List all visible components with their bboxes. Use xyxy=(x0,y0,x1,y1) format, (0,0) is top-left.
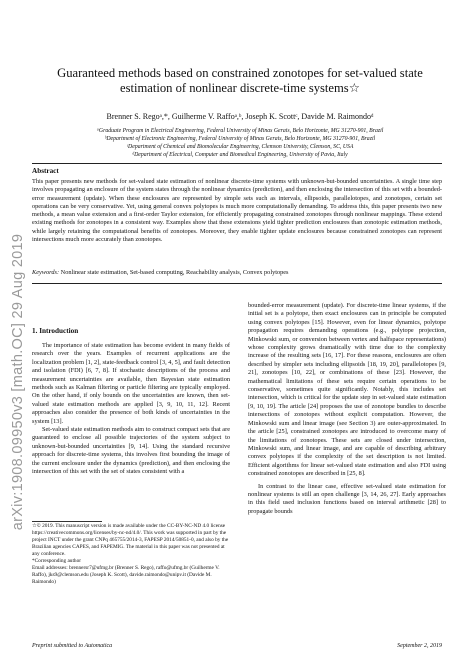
footnote: Email addresses: brennersr7@ufmg.br (Brenner S. Rego), raffo@ufmg.br (Guilherme V. Raffo), jks9@clemson.edu (Joseph K. Scott), davide.raimondo@unipv.it (Davide M. Raimondo) xyxy=(32,565,220,585)
affiliation: ᵇDepartment of Electronic Engineering, Federal University of Minas Gerais, Belo Horizonte, MG 31270-901, Brazil xyxy=(104,136,376,142)
abstract-heading: Abstract xyxy=(32,167,59,175)
affiliation: ᵈDepartment of Electrical, Computer and Biomedical Engineering, University of Pavia, Italy xyxy=(132,152,348,158)
paragraph: The importance of state estimation has become evident in many fields of research over the years. Examples of recurrent applications are the localization problem [1, 2], state-feedback control [3, 4, 5], and fault detection and isolation (FDI) [6, 7, 8]. If stochastic descriptions of the process and measurement uncertainties are available, then Bayesian state estimation methods such as Kalman filtering or particle filtering are typically employed. On the other hand, if only bounds on the uncertainties are known, then set-valued state estimation methods are applied [3, 9, 10, 11, 12]. Recent approaches also consider the presence of both kinds of uncertainties in the system [13]. xyxy=(32,342,230,425)
paragraph: In contrast to the linear case, effective set-valued state estimation for nonlinear systems is still an open challenge [3, 14, 26, 27]. Early approaches in this field used inclusion functions based on interval arithmetic [28] to propagate bounds xyxy=(248,482,446,515)
section-heading-introduction: 1. Introduction xyxy=(32,327,79,335)
footnote: ☆© 2019. This manuscript version is made available under the CC-BY-NC-ND 4.0 license https://creativecommons.org/licenses/by-nc-nd/4.0/. This work was supported in part by the project INCT under the grant CNPq 465755/2014-3, FAPESP 2014/50851-0, and also by the Brazilian agencies CAPES, and FAPEMIG. The material in this paper was not presented at any conference. xyxy=(32,523,229,557)
keywords-label: Keywords: xyxy=(32,269,60,276)
footnote-divider xyxy=(32,521,102,522)
footer-date: September 2, 2019 xyxy=(397,643,442,649)
left-column xyxy=(32,342,230,477)
keywords-text: Nonlinear state estimation, Set-based computing, Reachability analysis, Convex polytopes xyxy=(60,269,289,276)
paragraph: Set-valued state estimation methods aim to construct compact sets that are guaranteed to enclose all possible trajectories of the system subject to unknown-but-bounded uncertainties [9, 14]. Using the standard recursive approach for discrete-time systems, this involves first bounding the image of the current enclosure under the dynamics (prediction), and then enclosing the intersection of this set with the set of states consistent with a xyxy=(32,426,230,476)
paper-title: Guaranteed methods based on constrained zonotopes for set-valued state estimation of nonlinear discrete-time systems☆ xyxy=(57,66,423,95)
footnote: *Corresponding author xyxy=(32,558,81,564)
affiliation: ᵃGraduate Program in Electrical Engineering, Federal University of Minas Gerais, Belo Horizonte, MG 31270-901, Brazil xyxy=(96,128,384,134)
author-list: Brenner S. Regoᵃ,*, Guilherme V. Raffoᵃ,ᵇ, Joseph K. Scottᶜ, Davide M. Raimondoᵈ xyxy=(106,112,374,121)
paragraph: bounded-error measurement (update). For discrete-time linear systems, if the initial set is a polytope, then exact enclosures can in principle be computed using convex polytopes [15]. However, even for linear dynamics, polytope propagation requires demanding operations (e.g., polytope projection, Minkowski sum, or conversion between vertex and halfspace representations) whose complexity grows dramatically with time due to the complexity increase of the resulting sets [16, 17]. For these reasons, enclosures are often described by simpler sets including ellipsoids [18, 19, 20], parallelotopes [9, 21], zonotopes [10, 22], or combinations of these [23]. However, the mathematical limitations of these sets require certain operations to be conservative, sometimes quite significantly. Notably, this includes set intersection, which is critical for the update step in set-valued state estimation [9, 10, 19]. The article [24] proposes the use of zonotope bundles to describe intersections of zonotopes without explicit computation. However, the Minkowski sum and linear image (see Section 3) are outer-approximated. In the article [25], constrained zonotopes are introduced to overcome many of the limitations of zonotopes. These sets are closed under intersection, Minkowski sum, and linear image, and are capable of describing arbitrary convex polytopes if the complexity of the set description is not limited. Efficient algorithms for linear set-valued state estimation and also FDI using constrained zonotopes are described in [25, 8]. xyxy=(248,302,446,478)
footnotes xyxy=(32,523,230,586)
abstract-text: This paper presents new methods for set-valued state estimation of nonlinear discrete-time systems with unknown-but-bounded uncertainties. A single time step involves propagating an enclosure of the system states through the nonlinear dynamics (prediction), and then enclosing the intersection of this set with a bounded-error measurement (update). When these enclosures are represented by simple sets such as intervals, ellipsoids, parallelotopes, and zonotopes, certain set operations can be very conservative. Yet, using general convex polytopes is much more computationally demanding. To address this, this paper presents two new methods, a mean value extension and a first-order Taylor extension, for efficiently propagating constrained zonotopes through nonlinear mappings. These extend existing methods for zonotopes in a consistent way. Examples show that these extensions yield tighter prediction enclosures than zonotopic estimation methods, while largely retaining the computational benefits of zonotopes. Moreover, they enable tighter update enclosures because constrained zonotopes can represent intersections much more accurately than zonotopes. xyxy=(32,178,442,244)
arxiv-stamp xyxy=(10,172,26,592)
right-column xyxy=(248,302,446,516)
affiliation-list xyxy=(30,127,450,159)
top-divider xyxy=(32,163,442,164)
bottom-divider xyxy=(32,283,442,284)
affiliation: ᶜDepartment of Chemical and Biomolecular Engineering, Clemson University, Clemson, SC, USA xyxy=(126,144,354,150)
arxiv-stamp-text: arXiv:1908.09950v3 [math.OC] 29 Aug 2019 xyxy=(10,233,26,531)
keywords-line xyxy=(32,269,442,276)
footer-venue: Preprint submitted to Automatica xyxy=(32,643,113,649)
